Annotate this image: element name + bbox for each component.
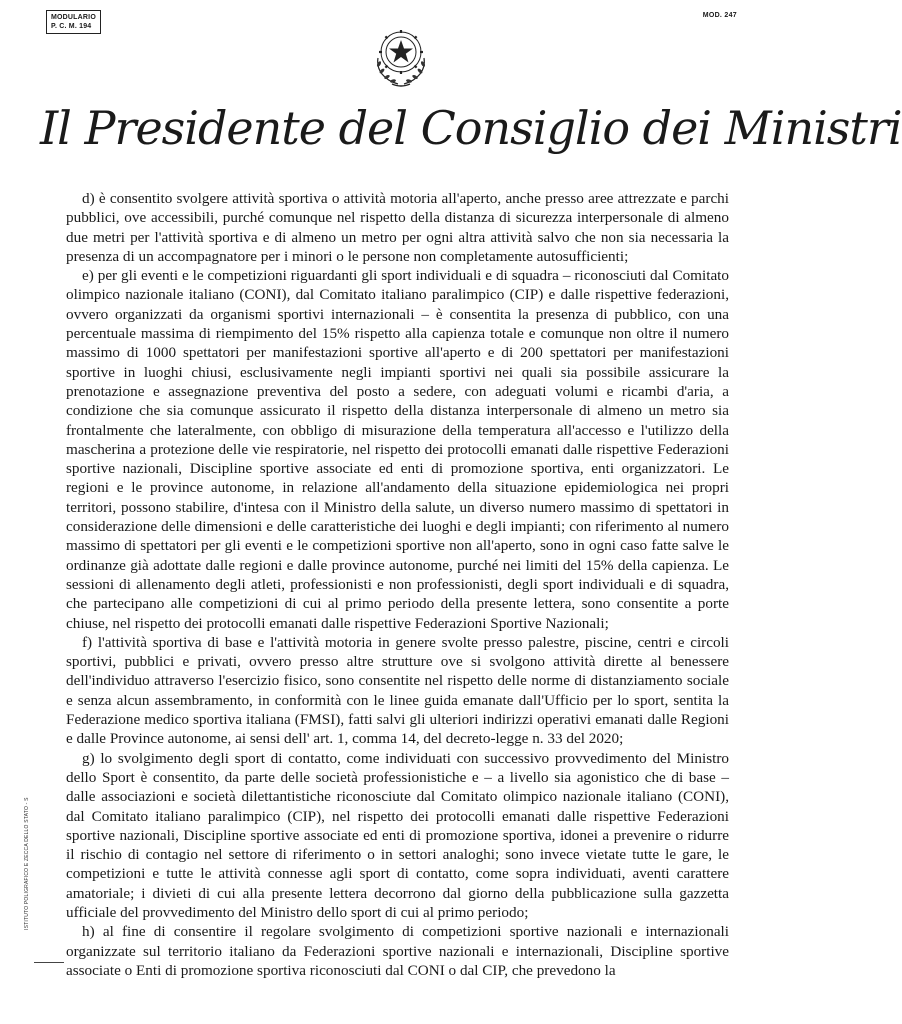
paragraph-d: d) è consentito svolgere attività sportiva o attività motoria all'aperto, anche presso aree attrezzate e parchi pubblici, ove accessibili, purché comunque nel rispetto della distanza di sicurezza interpersonale di almeno due metri per l'attività sportiva e di almeno un metro per ogni altra attività salvo che non sia necessaria la presenza di un accompagnatore per i minori o le persone non completamente autosufficienti;: [66, 190, 729, 265]
header-title: Il Presidente del Consiglio dei Ministri: [40, 101, 902, 155]
margin-rule: [34, 962, 64, 963]
paragraph-e: e) per gli eventi e le competizioni riguardanti gli sport individuali e di squadra – riconosciuti dal Comitato olimpico nazionale italiano (CONI), dal Comitato italiano paralimpico (CIP) e dalle rispettive federazioni, ovvero organizzati da organismi sportivi internazionali – è consentita la presenza di pubblico, con una percentuale massima di riempimento del 15% rispetto alla capienza totale e comunque non oltre il numero massimo di 1000 spettatori per manifestazioni sportive all'aperto e di 200 spettatori per manifestazioni sportive in luoghi chiusi, esclusivamente negli impianti sportivi nei quali sia possibile assicurare la prenotazione e assegnazione preventiva del posto a sedere, con adeguati volumi e ricambi d'aria, a condizione che sia comunque assicurato il rispetto della distanza interpersonale di almeno un metro sia frontalmente che lateralmente, con obbligo di misurazione della temperatura all'accesso e l'utilizzo della mascherina a protezione delle vie respiratorie, nel rispetto dei protocolli emanati dalle rispettive Federazioni sportive nazionali, Discipline sportive associate ed enti di promozione sportiva, enti organizzatori. Le regioni e le province autonome, in relazione all'andamento della situazione epidemiologica nei propri territori, possono stabilire, d'intesa con il Ministro della salute, un diverso numero massimo di spettatori in considerazione delle dimensioni e delle caratteristiche dei luoghi e degli impianti; con riferimento al numero massimo di spettatori per gli eventi e le competizioni sportive non all'aperto, sono in ogni caso fatte salve le ordinanze già adottate dalle regioni e dalle province autonome, purché nei limiti del 15% della capienza. Le sessioni di allenamento degli atleti, professionisti e non professionisti, degli sport individuali e di squadra, che partecipano alle competizioni di cui al primo periodo della presente lettera, sono consentite a porte chiuse, nel rispetto dei protocolli emanati dalle rispettive Federazioni Sportive Nazionali;: [66, 267, 729, 632]
document-body: [66, 189, 729, 980]
form-label-box: [46, 10, 101, 34]
paragraph-f: f) l'attività sportiva di base e l'attività motoria in genere svolte presso palestre, piscine, centri e circoli sportivi, pubblici e privati, ovvero presso altre strutture ove si svolgono attività dirette al benessere dell'individuo attraverso l'esercizio fisico, sono consentite nel rispetto delle norme di distanziamento sociale e senza alcun assembramento, in conformità con le linee guida emanate dall'Ufficio per lo sport, sentita la Federazione medico sportiva italiana (FMSI), fatti salvi gli ulteriori indirizzi operativi emanati dalle Regioni e dalle Province autonome, ai sensi dell' art. 1, comma 14, del decreto-legge n. 33 del 2020;: [66, 633, 729, 748]
printer-side-note: ISTITUTO POLIGRAFICO E ZECCA DELLO STATO - S: [24, 797, 30, 930]
paragraph-h: h) al fine di consentire il regolare svolgimento di competizioni sportive nazionali e internazionali organizzate sul territorio italiano da Federazioni sportive nazionali e internazionali, Discipline sportive associate o Enti di promozione sportiva riconosciuti dal CONI o dal CIP, che prevedono la: [66, 923, 729, 979]
form-label-line: P. C. M. 194: [51, 23, 92, 30]
paragraph-g: g) lo svolgimento degli sport di contatto, come individuati con successivo provvedimento del Ministro dello Sport è consentito, da parte delle società professionistiche e – a livello sia agonistico che di base – dalle associazioni e società dilettantistiche riconosciute dal Comitato olimpico nazionale italiano (CONI), dal Comitato italiano paralimpico (CIP), nel rispetto dei protocolli emanati dalle rispettive Federazioni sportive nazionali, Discipline sportive associate ed enti di promozione sportiva, idonei a prevenire o ridurre il rischio di contagio nel settore di riferimento o in settori analoghi; sono invece vietate tutte le gare, le competizioni e tutte le attività connesse agli sport di contatto, come sopra individuati, aventi carattere amatoriale; i divieti di cui alla presente lettera decorrono dal giorno della pubblicazione sulla gazzetta ufficiale del provvedimento del Ministro dello sport di cui al primo periodo;: [66, 749, 729, 921]
model-number: MOD. 247: [702, 12, 737, 19]
italian-republic-emblem-icon: [370, 18, 432, 88]
form-label-line: MODULARIO: [51, 14, 96, 21]
